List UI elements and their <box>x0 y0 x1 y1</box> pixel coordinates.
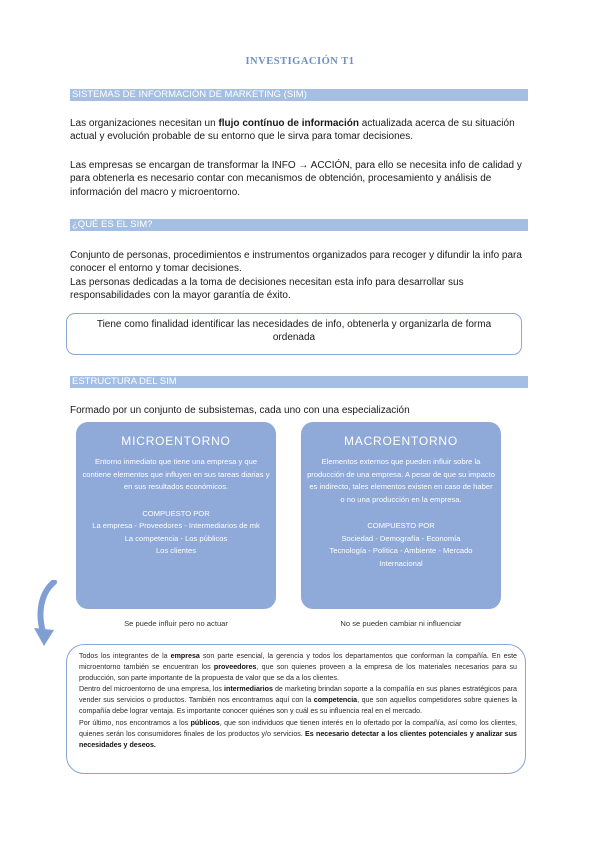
text-run: , que son aquellos competidores sobre quienes la compañía debe lograr ventaja. Es importante conocer quiénes son y cuál es su influencia real en el mercado. <box>79 696 517 716</box>
text-run: Por último, nos encontramos a los <box>79 718 191 727</box>
macroentorno-compuesto-label: COMPUESTO POR <box>367 521 435 530</box>
microentorno-items-2: La competencia - Los públicos <box>124 533 228 543</box>
microentorno-panel <box>76 422 276 609</box>
macroentorno-caption: No se pueden cambiar ni influenciar <box>340 619 462 628</box>
text-run: Las organizaciones necesitan un <box>70 118 219 129</box>
section-heading-sim: SISTEMAS DE INFORMACIÓN DE MARKETING (SIM) <box>70 89 528 101</box>
microentorno-compuesto-label: COMPUESTO POR <box>142 508 210 518</box>
macroentorno-items-1: Sociedad - Demografía - Economía <box>341 533 461 543</box>
bold-run: proveedores <box>213 663 257 672</box>
microentorno-description: Entorno inmediato que tiene una empresa y que contiene elementos que influyen en sus tareas diarias y en sus resultados económicos. <box>82 457 270 491</box>
text-run: Dentro del microentorno de una empresa, los <box>79 685 225 694</box>
macroentorno-title: MACROENTORNO <box>343 434 459 448</box>
paragraph-personas: Las personas dedicadas a la toma de decisiones necesitan esta info para desarrollar sus responsabilidades con la mayor garantía de éxito. <box>70 277 464 302</box>
section-heading-que-es: ¿QUÉ ES EL SIM? <box>70 219 528 231</box>
paragraph-subsistemas: Formado por un conjunto de subsistemas, cada uno con una especialización <box>70 405 410 416</box>
text-run: actualizada acerca de su situación actual y evolución probable de su entorno que le sirva para tomar decisiones. <box>70 118 515 143</box>
microentorno-items-3: Los clientes <box>155 546 197 555</box>
macroentorno-items-3: Internacional <box>379 558 423 568</box>
bold-run: competencia <box>313 696 358 705</box>
document-title: INVESTIGACIÓN T1 <box>245 56 355 67</box>
paragraph-info-accion: Las empresas se encargan de transformar la INFO → ACCIÓN, para ello se necesita info de calidad y para obtenerla es necesario contar con mecanismos de obtención, procesamiento y análisis de información del macro y microentorno. <box>70 160 522 198</box>
microentorno-title: MICROENTORNO <box>121 434 231 448</box>
text-run: , que son individuos que tienen interés en lo ofertado por la compañía, así como los clientes, quienes serán los consumidores finales de los productos y/o servicios. <box>79 718 517 738</box>
text-run: de marketing brindan soporte a la compañía en sus planes estratégicos para vender sus servicios o productos. También nos encontramos aquí con la <box>79 685 517 705</box>
bold-run: flujo contínuo de información <box>218 118 359 129</box>
macroentorno-items-2: Tecnología - Política - Ambiente - Mercado <box>329 546 473 555</box>
macroentorno-description: Elementos externos que pueden influir sobre la producción de una empresa. A pesar de que su impacto es indirecto, tales elementos existen en caso de haber o no una producción en la empresa. <box>307 457 495 504</box>
text-run: , que son quienes proveen a la empresa de los materiales necesarios para su producción, son parte importante de la propuesta de valor que se da a los clientes. <box>79 663 518 683</box>
detail-paragraph-publicos <box>79 718 517 751</box>
finalidad-line2: ordenada <box>272 332 316 343</box>
macroentorno-panel <box>301 422 501 609</box>
microentorno-caption: Se puede influir pero no actuar <box>124 619 228 628</box>
curved-down-arrow-icon <box>30 580 70 650</box>
microentorno-detail-box <box>66 644 526 774</box>
microentorno-items-1: La empresa - Proveedores - Intermediarios de mk <box>92 521 260 530</box>
text-run: Todos los integrantes de la <box>79 652 171 660</box>
finalidad-box <box>66 313 522 355</box>
section-heading-estructura: ESTRUCTURA DEL SIM <box>70 376 528 388</box>
detail-paragraph-intermediarios <box>79 684 517 717</box>
bold-run: intermediarios <box>224 685 273 694</box>
finalidad-line1: Tiene como finalidad identificar las necesidades de info, obtenerla y organizarla de forma <box>96 319 492 330</box>
paragraph-definicion: Conjunto de personas, procedimientos e instrumentos organizados para recoger y difundir la info para conocer el entorno y tomar decisiones. <box>70 250 522 275</box>
bold-run: Es necesario detectar a los clientes potenciales y analizar sus necesidades y deseos. <box>79 729 517 749</box>
bold-run: públicos <box>190 718 220 727</box>
bold-run: empresa <box>170 652 200 660</box>
paragraph-flujo <box>70 117 530 144</box>
text-run: son parte esencial, la gerencia y todos los departamentos que conforman la compañía. En este microentorno también se encuentran los <box>79 652 517 672</box>
detail-paragraph-empresa <box>79 651 517 684</box>
